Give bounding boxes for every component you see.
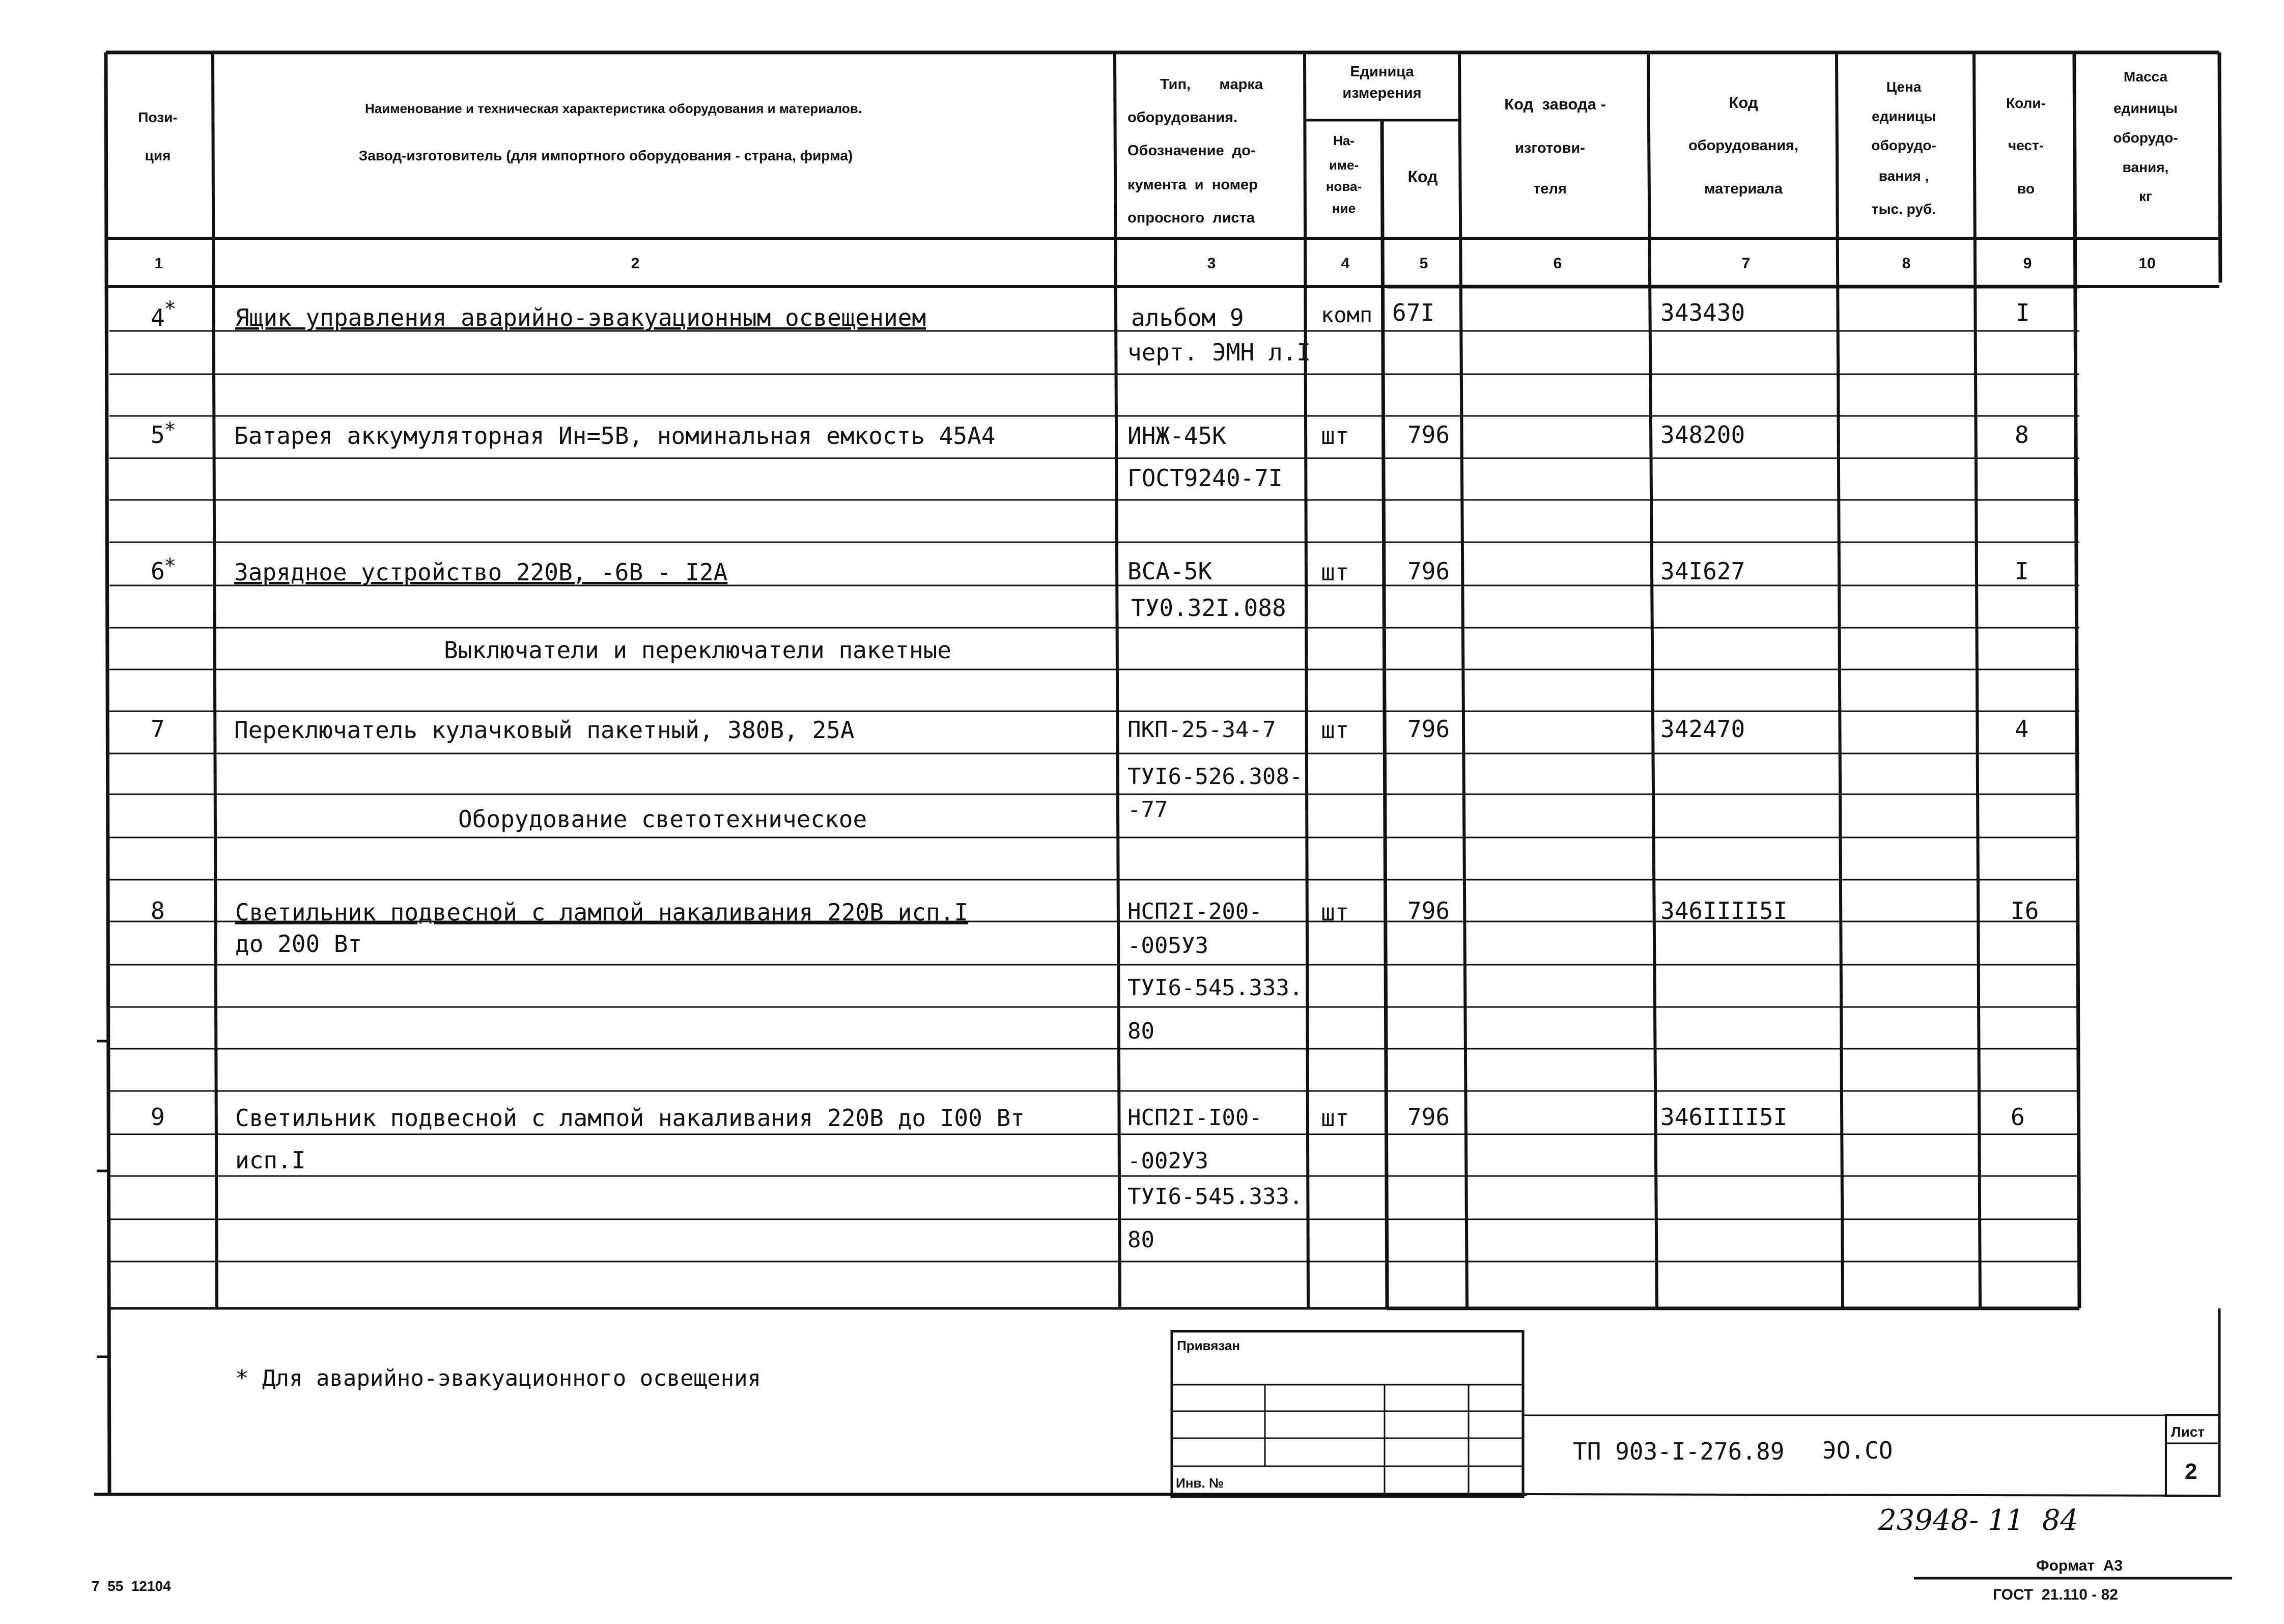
row-quantity: 6	[2011, 1103, 2025, 1131]
row-equipment-code: 34I627	[1660, 557, 1745, 585]
row-position: 4	[151, 304, 165, 331]
header-col7-line2: оборудования,	[1688, 137, 1799, 154]
row-unit-code: 796	[1407, 897, 1450, 925]
row-equipment-code: 342470	[1660, 715, 1745, 743]
row-quantity: I	[2015, 557, 2029, 585]
table-row	[1127, 1184, 1303, 1210]
col-number-1: 1	[154, 255, 163, 272]
row-type: ВСА-5К	[1127, 557, 1213, 585]
col-number-2: 2	[631, 255, 640, 272]
header-col4-line1: На-	[1333, 133, 1355, 148]
row-position: 8	[151, 897, 165, 925]
header-col7-line3: материала	[1704, 181, 1783, 197]
row-type: ТУ0.32I.088	[1131, 594, 1286, 622]
stamp-inv-label: Инв. №	[1176, 1475, 1224, 1491]
header-col2-line2: Завод-изготовитель (для импортного оборудования - страна, фирма)	[358, 148, 853, 163]
row-name: Батарея аккумуляторная Ин=5В, номинальная емкость 45А4	[234, 422, 996, 450]
row-name: до 200 Вт	[235, 930, 362, 958]
sheet-number: 2	[2185, 1459, 2197, 1484]
header-col8-line5: тыс. руб.	[1871, 201, 1936, 217]
row-quantity: I6	[2011, 897, 2039, 925]
row-position: 6	[151, 557, 165, 585]
header-col8-line4: вания ,	[1878, 168, 1929, 184]
table-row	[1127, 764, 1303, 790]
row-position: 5	[151, 421, 165, 449]
row-position: 7	[151, 715, 165, 743]
row-type: черт. ЭМН л.I	[1127, 339, 1311, 366]
row-type: ТУI6-545.333.	[1127, 975, 1303, 1001]
col-number-8: 8	[1902, 255, 1911, 272]
header-col10-line1: Масса	[2123, 69, 2168, 85]
row-unit: шт	[1321, 716, 1349, 744]
header-col7-line1: Код	[1729, 94, 1758, 111]
header-col5: Код	[1407, 167, 1438, 186]
header-col8-line2: единицы	[1872, 108, 1936, 124]
table-body	[151, 297, 2039, 1253]
row-name: Переключатель кулачковый пакетный, 380В, 25А	[234, 716, 855, 744]
row-type: ГОСТ9240-7I	[1127, 464, 1283, 492]
header-col3-line4: кумента и номер	[1127, 177, 1258, 193]
table-row	[151, 715, 2029, 744]
document-code: ТП 903-I-276.89	[1573, 1438, 1785, 1465]
table-row	[151, 554, 2029, 586]
row-type: ТУI6-526.308-	[1127, 764, 1303, 790]
row-unit: шт	[1321, 1104, 1349, 1132]
header-col3-line2: оборудования.	[1127, 109, 1238, 126]
row-unit-code: 796	[1407, 715, 1450, 743]
header-col1-line2: ция	[145, 148, 171, 163]
header-col3-line3: Обозначение до-	[1127, 143, 1256, 159]
section-heading: Оборудование светотехническое	[458, 805, 867, 833]
col-number-4: 4	[1341, 255, 1350, 272]
row-unit: шт	[1321, 422, 1349, 450]
row-name: исп.I	[235, 1146, 306, 1174]
handwritten-number: 23948- 11 84	[1878, 1504, 2078, 1537]
header-col10-line2: единицы	[2113, 100, 2178, 116]
document-suffix: ЭО.СО	[1822, 1437, 1893, 1464]
stamp-text	[1176, 1338, 2205, 1491]
col-number-3: 3	[1207, 255, 1216, 272]
table-row	[1127, 464, 1283, 492]
bottom-left-code: 7 55 12104	[92, 1578, 171, 1594]
row-equipment-code: 346IIII5I	[1660, 897, 1788, 925]
header-col8-line3: оборудо-	[1871, 137, 1936, 153]
row-type: -005У3	[1127, 933, 1208, 959]
col-number-6: 6	[1553, 255, 1562, 272]
row-equipment-code: 343430	[1660, 299, 1745, 326]
row-type: ПКП-25-34-7	[1127, 717, 1276, 743]
format-label: Формат А3	[2036, 1557, 2123, 1574]
header-col9-line1: Коли-	[2006, 95, 2046, 111]
row-star-mark: *	[164, 554, 177, 578]
header-col10-line5: кг	[2139, 188, 2152, 204]
row-name: Зарядное устройство 220В, -6В - I2А	[234, 558, 728, 586]
table-row	[1127, 1227, 1154, 1253]
header-col6-line3: теля	[1533, 181, 1567, 197]
header-col3-line5: опросного листа	[1127, 210, 1255, 226]
table-row	[1127, 797, 1168, 823]
table-row	[1127, 975, 1303, 1001]
table-row	[1127, 1018, 1154, 1044]
row-unit-code: 796	[1407, 557, 1450, 585]
row-type: НСП2I-200-	[1127, 899, 1262, 925]
header-unit-group-line1: Единица	[1350, 64, 1414, 80]
row-name: Светильник подвесной с лампой накаливания 220В исп.I	[235, 899, 969, 926]
header-col6-line1: Код завода -	[1504, 95, 1606, 113]
row-name: Светильник подвесной с лампой накаливания 220В до I00 Вт	[235, 1104, 1025, 1132]
section-heading: Выключатели и переключатели пакетные	[444, 636, 951, 664]
row-unit: шт	[1321, 899, 1349, 926]
row-position: 9	[151, 1103, 165, 1131]
header-col9-line3: во	[2017, 181, 2035, 197]
header-col2-line1: Наименование и техническая характеристика оборудования и материалов.	[364, 101, 862, 116]
table-row	[151, 297, 2030, 331]
header-col1-line1: Пози-	[138, 109, 178, 125]
row-type: НСП2I-I00-	[1127, 1105, 1262, 1131]
sheet-label: Лист	[2171, 1424, 2205, 1440]
table-row	[151, 418, 2029, 450]
header-col4-line2: име-	[1329, 157, 1359, 173]
row-star-mark: *	[164, 418, 177, 442]
header-col10-line3: оборудо-	[2113, 130, 2178, 146]
row-unit: шт	[1321, 558, 1349, 586]
table-row	[235, 930, 1208, 959]
header-col3-line1: Тип, марка	[1160, 76, 1263, 93]
col-number-5: 5	[1419, 255, 1428, 272]
header-col8-line1: Цена	[1886, 79, 1922, 95]
row-quantity: 4	[2015, 715, 2029, 743]
row-equipment-code: 346IIII5I	[1660, 1103, 1788, 1131]
col-number-10: 10	[2138, 255, 2156, 272]
header-unit-group-line2: измерения	[1342, 85, 1422, 101]
footnote: * Для аварийно-эвакуационного освещения	[235, 1365, 762, 1391]
gost-label: ГОСТ 21.110 - 82	[1993, 1586, 2118, 1603]
row-type: 80	[1127, 1018, 1154, 1044]
row-type: ИНЖ-45К	[1127, 422, 1226, 450]
table-row	[235, 1146, 1208, 1174]
row-unit-code: 796	[1407, 1103, 1450, 1131]
header-col9-line2: чест-	[2008, 137, 2044, 153]
row-type: ТУI6-545.333.	[1127, 1184, 1303, 1210]
row-quantity: I	[2016, 299, 2030, 326]
row-quantity: 8	[2015, 421, 2029, 449]
row-unit: комп	[1321, 302, 1373, 327]
row-unit-code: 796	[1407, 421, 1450, 449]
header-col10-line4: вания,	[2122, 159, 2169, 175]
table-header	[138, 64, 2178, 272]
table-row	[1131, 594, 1286, 622]
row-type: 80	[1127, 1227, 1154, 1253]
header-col6-line2: изготови-	[1515, 140, 1585, 156]
row-unit-code: 67I	[1392, 299, 1435, 326]
row-type: -77	[1127, 797, 1168, 823]
col-number-7: 7	[1741, 255, 1751, 272]
stamp-privyazan-label: Привязан	[1177, 1338, 1240, 1353]
row-star-mark: *	[164, 297, 177, 321]
row-name: Ящик управления аварийно-эвакуационным освещением	[235, 304, 926, 331]
row-type: -002У3	[1127, 1148, 1208, 1174]
header-col4-line3: нова-	[1326, 179, 1362, 194]
table-row	[1127, 339, 1311, 366]
table-row	[151, 1103, 2025, 1132]
header-col4-line4: ние	[1332, 201, 1356, 216]
col-number-9: 9	[2023, 255, 2032, 272]
row-equipment-code: 348200	[1660, 421, 1745, 449]
row-type: альбом 9	[1131, 304, 1244, 331]
